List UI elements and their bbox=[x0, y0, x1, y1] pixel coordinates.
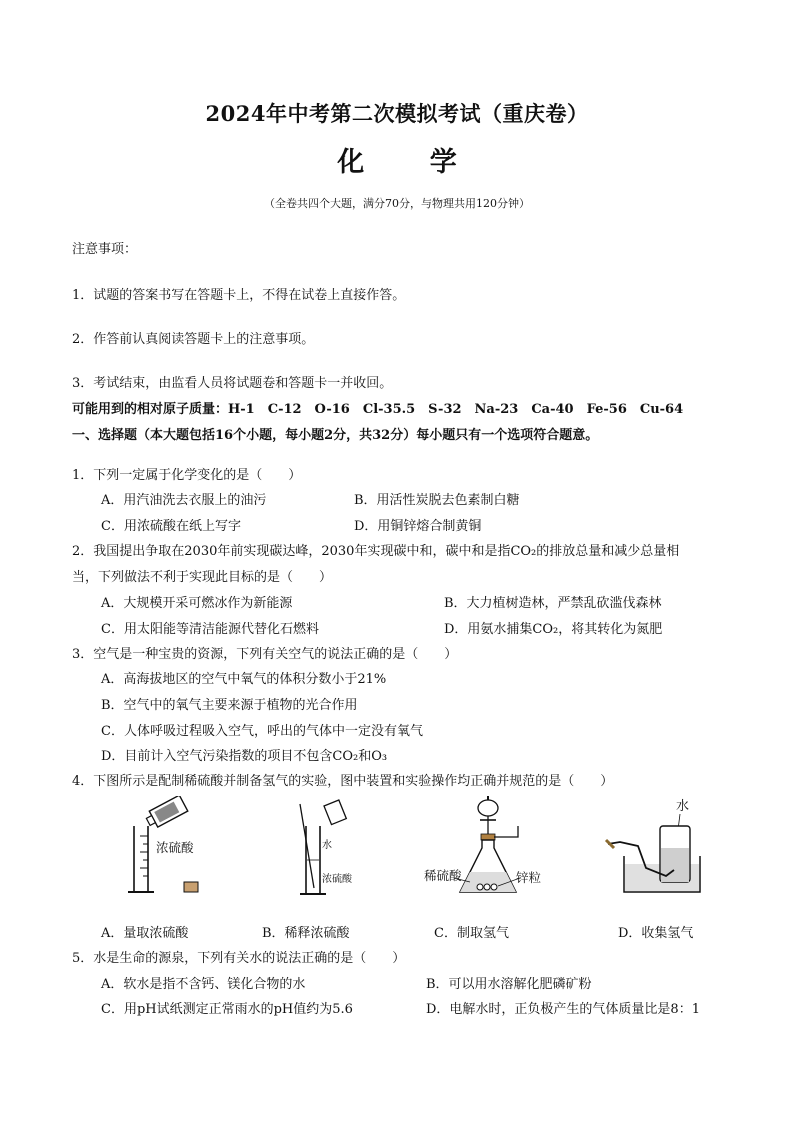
question-stem: 1．下列一定属于化学变化的是（ ） bbox=[72, 468, 302, 483]
subject-title: 化 学 bbox=[337, 147, 485, 178]
question-stem: 2．我国提出争取在2030年前实现碳达峰，2030年实现碳中和，碳中和是指CO₂的排放总量和减少总量相 bbox=[72, 544, 680, 559]
option: B．大力植树造林，严禁乱砍滥伐森林 bbox=[444, 596, 662, 611]
option: C．用太阳能等清洁能源代替化石燃料 bbox=[101, 622, 319, 637]
option: D．用铜锌熔合制黄铜 bbox=[354, 519, 482, 534]
atomic-masses: 可能用到的相对原子质量：H-1 C-12 O-16 Cl-35.5 S-32 Na-23 Ca-40 Fe-56 Cu-64 bbox=[72, 402, 684, 417]
figure-c-producing bbox=[424, 794, 554, 898]
option: B．用活性炭脱去色素制白糖 bbox=[354, 493, 520, 508]
figure-c-acid-label: 稀硫酸 bbox=[424, 868, 462, 883]
figure-b-water-label: 水 bbox=[322, 840, 332, 851]
option: A．量取浓硫酸 bbox=[101, 926, 189, 941]
exam-note: （全卷共四个大题，满分70分，与物理共用120分钟） bbox=[264, 197, 530, 210]
option: D．用氨水捕集CO₂，将其转化为氮肥 bbox=[444, 622, 663, 637]
option: D．收集氢气 bbox=[618, 926, 694, 941]
option: C．用pH试纸测定正常雨水的pH值约为5.6 bbox=[101, 1002, 353, 1017]
option: A．高海拔地区的空气中氧气的体积分数小于21% bbox=[101, 672, 387, 687]
option: A．大规模开采可燃冰作为新能源 bbox=[101, 596, 293, 611]
option: B．稀释浓硫酸 bbox=[262, 926, 350, 941]
figure-d-water-label: 水 bbox=[676, 799, 690, 814]
option: C．制取氢气 bbox=[434, 926, 509, 941]
figure-c-zinc-label: 锌粒 bbox=[516, 870, 542, 885]
question-stem: 当，下列做法不利于实现此目标的是（ ） bbox=[72, 570, 333, 585]
option: B．空气中的氧气主要来源于植物的光合作用 bbox=[101, 698, 358, 713]
option: A．用汽油洗去衣服上的油污 bbox=[101, 493, 267, 508]
question-stem: 3．空气是一种宝贵的资源，下列有关空气的说法正确的是（ ） bbox=[72, 647, 458, 662]
option: C．人体呼吸过程吸入空气，呼出的气体中一定没有氧气 bbox=[101, 724, 423, 739]
figure-d-collecting bbox=[604, 796, 708, 900]
question-stem: 4．下图所示是配制稀硫酸并制备氢气的实验，图中装置和实验操作均正确并规范的是（ ） bbox=[72, 774, 614, 789]
option: C．用浓硫酸在纸上写字 bbox=[101, 519, 241, 534]
notice-item: 1．试题的答案书写在答题卡上，不得在试卷上直接作答。 bbox=[72, 288, 406, 303]
section-heading: 一、选择题（本大题包括16个小题，每小题2分，共32分）每小题只有一个选项符合题意。 bbox=[72, 428, 599, 443]
option: D．电解水时，正负极产生的气体质量比是8：1 bbox=[426, 1002, 700, 1017]
option: D．目前计入空气污染指数的项目不包含CO₂和O₃ bbox=[101, 749, 388, 764]
notice-item: 3．考试结束，由监看人员将试题卷和答题卡一并收回。 bbox=[72, 376, 393, 391]
notice-item: 2．作答前认真阅读答题卡上的注意事项。 bbox=[72, 332, 315, 347]
option: A．软水是指不含钙、镁化合物的水 bbox=[101, 977, 306, 992]
question-stem: 5．水是生命的源泉，下列有关水的说法正确的是（ ） bbox=[72, 951, 406, 966]
exam-title: 2024年中考第二次模拟考试（重庆卷） bbox=[205, 101, 589, 126]
figure-b-acid-label: 浓硫酸 bbox=[322, 874, 352, 885]
figure-a-label: 浓硫酸 bbox=[156, 840, 194, 855]
notice-heading: 注意事项： bbox=[72, 242, 138, 257]
option: B．可以用水溶解化肥磷矿粉 bbox=[426, 977, 592, 992]
figure-a-measuring bbox=[120, 796, 230, 900]
figure-b-diluting bbox=[288, 796, 360, 900]
